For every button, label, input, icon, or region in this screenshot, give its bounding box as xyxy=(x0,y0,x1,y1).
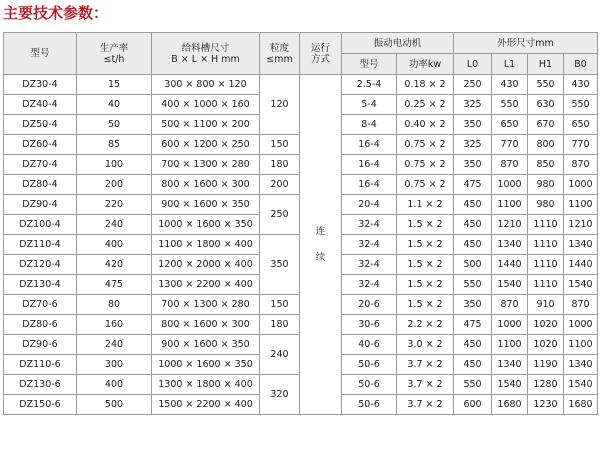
cell-b0: 770 xyxy=(564,135,598,155)
cell-h1: 980 xyxy=(528,175,564,195)
cell-model: DZ80-4 xyxy=(4,175,77,195)
cell-h1: 1110 xyxy=(528,275,564,295)
cell-motor-model: 2.5-4 xyxy=(342,75,397,95)
cell-capacity: 220 xyxy=(77,195,152,215)
cell-motor-power: 3.7 × 2 xyxy=(397,395,454,415)
cell-trough-size: 1000 × 1600 × 350 xyxy=(152,215,260,235)
cell-motor-power: 1.5 × 2 xyxy=(397,235,454,255)
cell-l1: 1000 xyxy=(492,175,528,195)
cell-motor-power: 0.75 × 2 xyxy=(397,155,454,175)
cell-b0: 1540 xyxy=(564,375,598,395)
cell-model: DZ100-4 xyxy=(4,215,77,235)
cell-b0: 1100 xyxy=(564,335,598,355)
cell-motor-model: 32-4 xyxy=(342,235,397,255)
cell-l0: 350 xyxy=(454,295,492,315)
cell-granularity: 180 xyxy=(260,315,300,335)
cell-motor-model: 50-6 xyxy=(342,395,397,415)
cell-trough-size: 700 × 1300 × 280 xyxy=(152,155,260,175)
cell-capacity: 85 xyxy=(77,135,152,155)
cell-h1: 910 xyxy=(528,295,564,315)
cell-capacity: 200 xyxy=(77,175,152,195)
cell-h1: 630 xyxy=(528,95,564,115)
cell-b0: 650 xyxy=(564,115,598,135)
cell-motor-model: 32-4 xyxy=(342,255,397,275)
cell-trough-size: 800 × 1600 × 300 xyxy=(152,315,260,335)
cell-h1: 1230 xyxy=(528,395,564,415)
cell-motor-power: 0.18 × 2 xyxy=(397,75,454,95)
cell-l0: 350 xyxy=(454,115,492,135)
cell-l0: 450 xyxy=(454,235,492,255)
cell-l1: 1680 xyxy=(492,395,528,415)
cell-l0: 250 xyxy=(454,75,492,95)
cell-l0: 475 xyxy=(454,175,492,195)
cell-capacity: 400 xyxy=(77,375,152,395)
cell-b0: 1680 xyxy=(564,395,598,415)
cell-l1: 1540 xyxy=(492,275,528,295)
cell-model: DZ70-4 xyxy=(4,155,77,175)
header-operation-line2: 方式 xyxy=(310,53,330,65)
cell-motor-power: 3.7 × 2 xyxy=(397,375,454,395)
cell-b0: 1100 xyxy=(564,195,598,215)
cell-motor-model: 32-4 xyxy=(342,215,397,235)
cell-motor-power: 1.1 × 2 xyxy=(397,195,454,215)
cell-motor-power: 1.5 × 2 xyxy=(397,215,454,235)
cell-trough-size: 800 × 1600 × 300 xyxy=(152,175,260,195)
cell-b0: 870 xyxy=(564,155,598,175)
cell-h1: 550 xyxy=(528,75,564,95)
cell-motor-power: 1.5 × 2 xyxy=(397,255,454,275)
cell-granularity: 200 xyxy=(260,175,300,195)
cell-model: DZ110-6 xyxy=(4,355,77,375)
cell-granularity: 180 xyxy=(260,155,300,175)
cell-capacity: 40 xyxy=(77,95,152,115)
cell-l0: 450 xyxy=(454,335,492,355)
cell-b0: 1340 xyxy=(564,235,598,255)
cell-motor-model: 16-4 xyxy=(342,155,397,175)
header-h1: H1 xyxy=(528,54,564,75)
cell-model: DZ130-6 xyxy=(4,375,77,395)
header-trough-name: 给料槽尺寸 xyxy=(181,42,230,54)
cell-b0: 870 xyxy=(564,295,598,315)
cell-model: DZ30-4 xyxy=(4,75,77,95)
cell-capacity: 240 xyxy=(77,215,152,235)
cell-granularity: 250 xyxy=(260,195,300,235)
cell-l1: 550 xyxy=(492,95,528,115)
cell-trough-size: 500 × 1100 × 200 xyxy=(152,115,260,135)
cell-l1: 1210 xyxy=(492,215,528,235)
header-capacity-name: 生产率 xyxy=(99,42,129,54)
header-capacity xyxy=(77,33,152,75)
cell-model: DZ130-4 xyxy=(4,275,77,295)
cell-h1: 1020 xyxy=(528,315,564,335)
cell-l1: 870 xyxy=(492,295,528,315)
cell-l0: 450 xyxy=(454,215,492,235)
cell-capacity: 400 xyxy=(77,235,152,255)
cell-l0: 325 xyxy=(454,135,492,155)
header-motor-model: 型号 xyxy=(342,54,397,75)
cell-l1: 1000 xyxy=(492,315,528,335)
table-row xyxy=(4,75,598,95)
cell-l1: 1540 xyxy=(492,375,528,395)
header-operation-mode xyxy=(300,33,342,75)
cell-b0: 1540 xyxy=(564,275,598,295)
cell-l1: 1340 xyxy=(492,355,528,375)
cell-granularity: 350 xyxy=(260,235,300,295)
cell-motor-power: 3.7 × 2 xyxy=(397,355,454,375)
cell-granularity: 150 xyxy=(260,135,300,155)
cell-motor-model: 5-4 xyxy=(342,95,397,115)
cell-trough-size: 1300 × 1800 × 400 xyxy=(152,375,260,395)
cell-model: DZ150-6 xyxy=(4,395,77,415)
cell-motor-model: 8-4 xyxy=(342,115,397,135)
cell-model: DZ120-4 xyxy=(4,255,77,275)
header-outline: 外形尺寸mm xyxy=(454,33,598,54)
header-motor: 振动电动机 xyxy=(342,33,454,54)
cell-granularity: 240 xyxy=(260,335,300,375)
cell-capacity: 300 xyxy=(77,355,152,375)
cell-h1: 1190 xyxy=(528,355,564,375)
cell-b0: 550 xyxy=(564,95,598,115)
cell-h1: 1110 xyxy=(528,235,564,255)
cell-motor-model: 50-6 xyxy=(342,355,397,375)
cell-l0: 550 xyxy=(454,375,492,395)
cell-capacity: 160 xyxy=(77,315,152,335)
cell-b0: 1000 xyxy=(564,315,598,335)
cell-capacity: 80 xyxy=(77,295,152,315)
cell-motor-model: 16-4 xyxy=(342,175,397,195)
operation-mode-char: 续 xyxy=(315,251,326,263)
header-l0: L0 xyxy=(454,54,492,75)
cell-l0: 475 xyxy=(454,315,492,335)
cell-trough-size: 700 × 1300 × 280 xyxy=(152,295,260,315)
header-motor-power: 功率kw xyxy=(397,54,454,75)
header-b0: B0 xyxy=(564,54,598,75)
cell-l0: 500 xyxy=(454,255,492,275)
cell-h1: 850 xyxy=(528,155,564,175)
cell-motor-power: 2.2 × 2 xyxy=(397,315,454,335)
cell-h1: 980 xyxy=(528,195,564,215)
cell-model: DZ50-4 xyxy=(4,115,77,135)
cell-l0: 325 xyxy=(454,95,492,115)
header-granularity-name: 粒度 xyxy=(269,42,289,54)
cell-h1: 800 xyxy=(528,135,564,155)
cell-capacity: 420 xyxy=(77,255,152,275)
cell-motor-model: 16-4 xyxy=(342,135,397,155)
cell-capacity: 100 xyxy=(77,155,152,175)
operation-mode-char: 连 xyxy=(315,225,326,237)
cell-model: DZ90-4 xyxy=(4,195,77,215)
cell-trough-size: 600 × 1200 × 250 xyxy=(152,135,260,155)
cell-motor-model: 50-6 xyxy=(342,375,397,395)
cell-l1: 870 xyxy=(492,155,528,175)
cell-model: DZ70-6 xyxy=(4,295,77,315)
cell-motor-power: 1.5 × 2 xyxy=(397,295,454,315)
header-operation-line1: 运行 xyxy=(310,42,330,54)
cell-trough-size: 1000 × 1600 × 350 xyxy=(152,355,260,375)
cell-b0: 1440 xyxy=(564,255,598,275)
cell-motor-power: 3.0 × 2 xyxy=(397,335,454,355)
cell-motor-power: 1.5 × 2 xyxy=(397,275,454,295)
cell-trough-size: 900 × 1600 × 350 xyxy=(152,335,260,355)
cell-capacity: 240 xyxy=(77,335,152,355)
header-model: 型号 xyxy=(4,33,77,75)
cell-granularity: 150 xyxy=(260,295,300,315)
cell-l0: 450 xyxy=(454,195,492,215)
cell-b0: 430 xyxy=(564,75,598,95)
cell-motor-model: 32-4 xyxy=(342,275,397,295)
cell-capacity: 50 xyxy=(77,115,152,135)
cell-h1: 670 xyxy=(528,115,564,135)
page-title: 主要技术参数： xyxy=(3,4,109,22)
cell-motor-power: 0.75 × 2 xyxy=(397,175,454,195)
cell-l0: 350 xyxy=(454,155,492,175)
header-granularity-unit: ≤mm xyxy=(266,53,293,65)
cell-model: DZ90-6 xyxy=(4,335,77,355)
cell-capacity: 475 xyxy=(77,275,152,295)
cell-l1: 770 xyxy=(492,135,528,155)
cell-trough-size: 900 × 1600 × 350 xyxy=(152,195,260,215)
cell-operation-mode xyxy=(300,75,342,415)
cell-model: DZ40-4 xyxy=(4,95,77,115)
cell-trough-size: 400 × 1000 × 160 xyxy=(152,95,260,115)
cell-h1: 1110 xyxy=(528,255,564,275)
cell-l1: 1440 xyxy=(492,255,528,275)
cell-h1: 1280 xyxy=(528,375,564,395)
cell-model: DZ110-4 xyxy=(4,235,77,255)
cell-l1: 1100 xyxy=(492,335,528,355)
header-capacity-unit: ≤t/h xyxy=(103,53,125,65)
cell-l0: 450 xyxy=(454,355,492,375)
cell-capacity: 15 xyxy=(77,75,152,95)
cell-l0: 550 xyxy=(454,275,492,295)
cell-b0: 1000 xyxy=(564,175,598,195)
spec-table-body xyxy=(4,75,598,415)
cell-l0: 600 xyxy=(454,395,492,415)
cell-motor-power: 0.40 × 2 xyxy=(397,115,454,135)
cell-l1: 650 xyxy=(492,115,528,135)
cell-motor-model: 30-6 xyxy=(342,315,397,335)
cell-h1: 1020 xyxy=(528,335,564,355)
header-granularity xyxy=(260,33,300,75)
cell-capacity: 500 xyxy=(77,395,152,415)
cell-trough-size: 1300 × 2200 × 400 xyxy=(152,275,260,295)
header-trough-size xyxy=(152,33,260,75)
header-trough-unit: B × L × H mm xyxy=(171,53,240,65)
cell-trough-size: 300 × 800 × 120 xyxy=(152,75,260,95)
cell-motor-model: 20-4 xyxy=(342,195,397,215)
cell-model: DZ60-4 xyxy=(4,135,77,155)
cell-l1: 430 xyxy=(492,75,528,95)
cell-trough-size: 1200 × 2000 × 400 xyxy=(152,255,260,275)
cell-h1: 1110 xyxy=(528,215,564,235)
header-l1: L1 xyxy=(492,54,528,75)
cell-b0: 1210 xyxy=(564,215,598,235)
cell-trough-size: 1500 × 2200 × 400 xyxy=(152,395,260,415)
cell-granularity: 320 xyxy=(260,375,300,415)
cell-motor-power: 0.75 × 2 xyxy=(397,135,454,155)
cell-model: DZ80-6 xyxy=(4,315,77,335)
cell-motor-model: 20-6 xyxy=(342,295,397,315)
cell-b0: 1340 xyxy=(564,355,598,375)
cell-l1: 1340 xyxy=(492,235,528,255)
spec-table xyxy=(3,32,598,415)
cell-motor-power: 0.25 × 2 xyxy=(397,95,454,115)
cell-granularity: 120 xyxy=(260,75,300,135)
cell-trough-size: 1100 × 1800 × 400 xyxy=(152,235,260,255)
cell-motor-model: 40-6 xyxy=(342,335,397,355)
cell-l1: 1100 xyxy=(492,195,528,215)
